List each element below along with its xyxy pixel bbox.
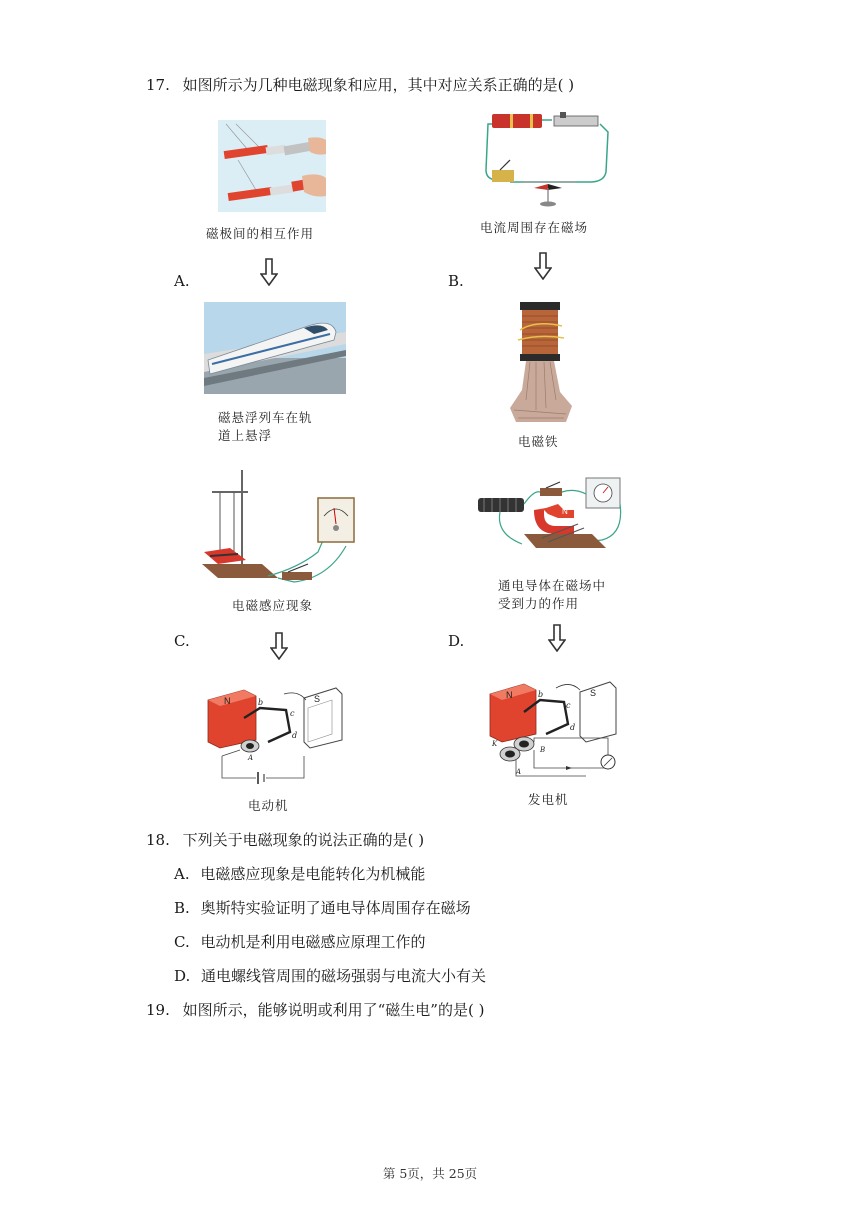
magnet-interaction-image xyxy=(218,120,326,212)
caption-a-top: 磁极间的相互作用 xyxy=(206,226,315,241)
caption-c-bottom: 电动机 xyxy=(248,798,289,813)
page-footer: 第 5页，共 25页 xyxy=(382,1166,478,1181)
south-pole-label: S xyxy=(314,694,321,704)
gen-south-label: S xyxy=(590,688,597,698)
gen-label-b: b xyxy=(538,690,544,699)
option-letter-d: D. xyxy=(448,632,465,650)
down-arrow-icon xyxy=(548,624,566,652)
gen-label-c: c xyxy=(566,701,571,710)
option-text: 奥斯特实验证明了通电导体周围存在磁场 xyxy=(200,899,471,917)
caption-a-bottom-1: 磁悬浮列车在轨 xyxy=(218,410,313,425)
gen-label-big-b: B xyxy=(540,746,546,754)
caption-d-top-2: 受到力的作用 xyxy=(498,596,580,611)
option-text: 通电螺线管周围的磁场强弱与电流大小有关 xyxy=(201,967,487,985)
north-pole-label: N xyxy=(224,696,231,706)
d-north-label: N xyxy=(562,507,568,516)
question-text: 如图所示为几种电磁现象和应用，其中对应关系正确的是( ) xyxy=(182,76,575,94)
q18-option-d xyxy=(174,965,486,986)
caption-b-bottom: 电磁铁 xyxy=(518,434,559,449)
conductor-force-image xyxy=(474,474,624,574)
option-letter-b: B. xyxy=(448,272,464,290)
question-text: 下列关于电磁现象的说法正确的是( ) xyxy=(182,831,425,849)
question-19 xyxy=(146,999,484,1020)
label-a-upper: A xyxy=(248,754,254,762)
gen-label-d: d xyxy=(570,723,576,732)
down-arrow-icon xyxy=(534,252,552,280)
down-arrow-icon xyxy=(260,258,278,286)
down-arrow-icon xyxy=(270,632,288,660)
oersted-circuit-image xyxy=(480,110,612,210)
q18-option-b xyxy=(174,897,471,918)
q18-option-c xyxy=(174,931,426,952)
question-18 xyxy=(146,829,424,850)
caption-b-top: 电流周围存在磁场 xyxy=(480,220,589,235)
option-text: 电磁感应现象是电能转化为机械能 xyxy=(200,865,426,883)
gen-label-k: K xyxy=(492,740,498,748)
option-letter: A. xyxy=(174,865,190,883)
label-c: c xyxy=(290,709,295,718)
question-number: 18. xyxy=(146,831,170,849)
caption-a-bottom-2: 道上悬浮 xyxy=(218,428,273,443)
gen-north-label: N xyxy=(506,690,513,700)
label-d: d xyxy=(292,731,298,740)
induction-experiment-image xyxy=(198,468,360,588)
caption-d-top-1: 通电导体在磁场中 xyxy=(498,578,607,593)
option-letter: D. xyxy=(174,967,191,985)
maglev-train-image xyxy=(204,302,346,394)
question-17 xyxy=(146,74,574,95)
label-b: b xyxy=(258,698,264,707)
generator-image xyxy=(486,678,618,788)
electric-motor-image xyxy=(204,684,346,784)
option-letter: C. xyxy=(174,933,190,951)
option-letter-a: A. xyxy=(174,272,190,290)
caption-c-top: 电磁感应现象 xyxy=(232,598,314,613)
option-text: 电动机是利用电磁感应原理工作的 xyxy=(200,933,426,951)
option-letter: B. xyxy=(174,899,190,917)
gen-label-big-a: A xyxy=(516,768,522,776)
question-number: 17. xyxy=(146,76,170,94)
option-letter-c: C. xyxy=(174,632,190,650)
q18-option-a xyxy=(174,863,425,884)
question-text: 如图所示，能够说明或利用了“磁生电”的是( ) xyxy=(182,1001,485,1019)
electromagnet-image xyxy=(506,300,576,426)
caption-d-bottom: 发电机 xyxy=(528,792,569,807)
question-number: 19. xyxy=(146,1001,170,1019)
